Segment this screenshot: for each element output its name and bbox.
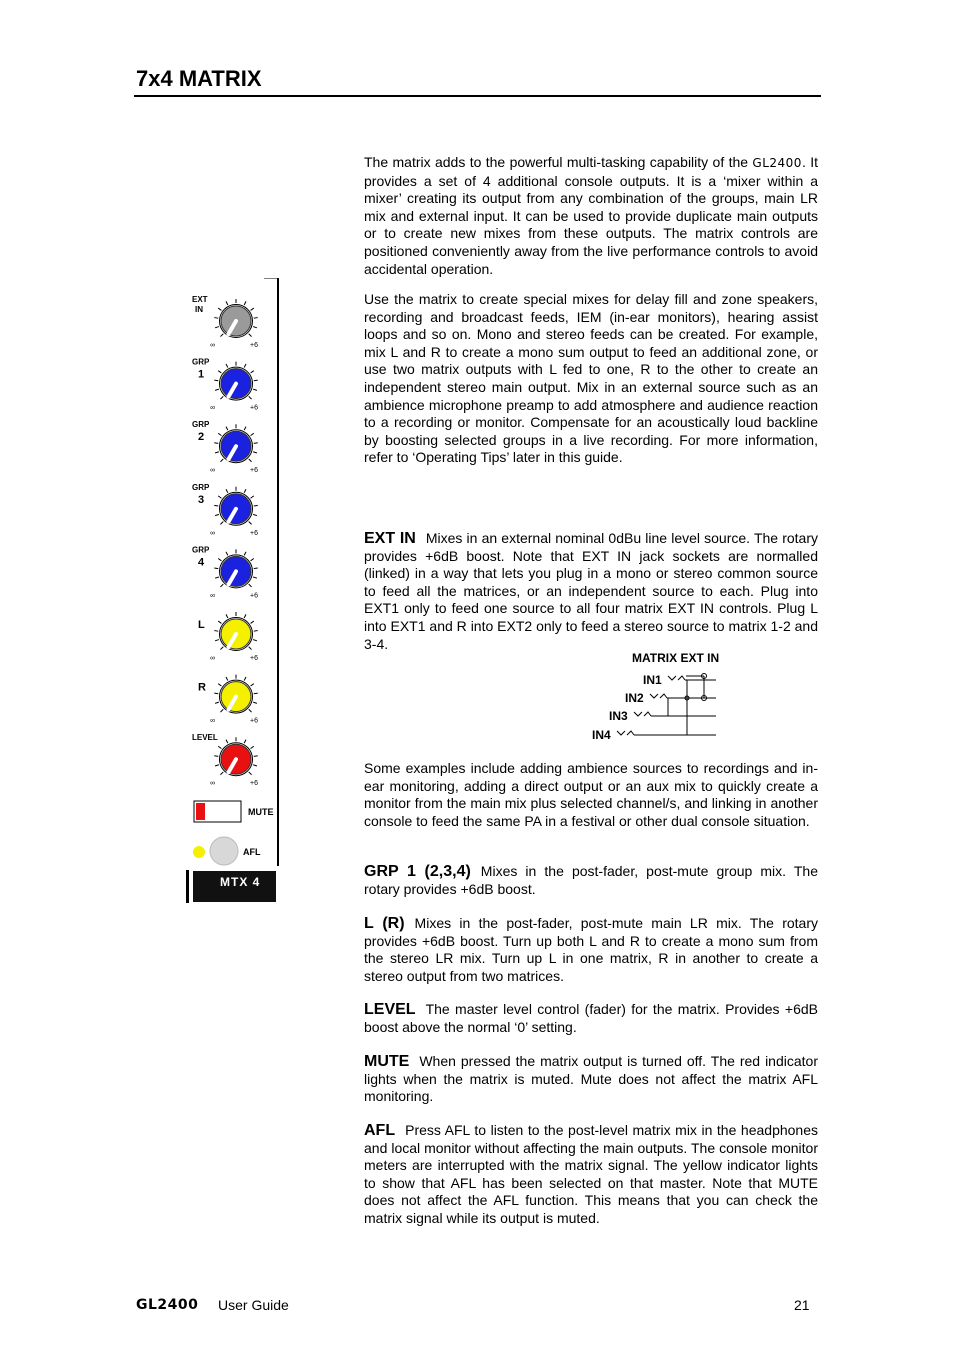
level-body: The master level control (fader) for the matrix. Provides +6dB boost above the normal ‘0’ setting. (364, 1001, 818, 1035)
scale-min-5: ∞ (210, 655, 215, 662)
mute-section (364, 1053, 818, 1106)
mute-led (196, 803, 205, 820)
knob-label-top-7: LEVEL (192, 733, 218, 743)
level-section (364, 1001, 818, 1036)
grp-body: Mixes in the post-fader, post-mute group mix. The rotary provides +6dB boost. (364, 863, 818, 897)
lr-body: Mixes in the post-fader, post-mute main LR mix. The rotary provides +6dB boost. Turn up both L and R to create a mono sum from the stereo LR mix. Turn up L in one matrix, R in another to create a stereo output from two matrices. (364, 915, 819, 984)
page-title: 7x4 MATRIX (136, 66, 262, 91)
afl-body: Press AFL to listen to the post-level matrix mix in the headphones and local monitor without affecting the main outputs. The console monitor meters are interrupted with the matrix signal. The yellow indicator lights to show that AFL has been selected on that master. Note that MUTE does not affect the AFL function. This means that you can check the matrix signal while its output is muted. (364, 1122, 818, 1226)
mute-heading: MUTE (364, 1053, 410, 1070)
rotary-knob-2[interactable] (214, 424, 257, 463)
scale-min-3: ∞ (210, 529, 215, 537)
rotary-knob-3[interactable] (214, 487, 257, 526)
knob-label-top-4: GRP (192, 545, 210, 555)
strip-name-label: MTX 4 (220, 875, 261, 889)
afl-label: AFL (243, 847, 261, 857)
knob-label-top-3: GRP (192, 482, 210, 492)
afl-button[interactable] (210, 837, 238, 865)
intro-paragraph-1 (364, 154, 818, 278)
knob-label-top-1: GRP (192, 357, 210, 367)
mute-label: MUTE (248, 807, 274, 817)
intro-text-a: The matrix adds to the powerful multi-tasking capability of the (364, 154, 749, 170)
scale-min-1: ∞ (210, 404, 215, 412)
knob-label-bottom-1: 1 (198, 368, 205, 381)
scale-max-1: +6 (250, 404, 258, 412)
scale-max-6: +6 (250, 717, 258, 725)
scale-max-3: +6 (250, 529, 258, 537)
diagram-in1-label: IN1 (643, 673, 662, 687)
intro-paragraph-2: Use the matrix to create special mixes for delay fill and zone speakers, recording and broadcast feeds, IEM (in-ear monitors), hearing assist loops and so on. Mono and stereo feeds can be created. For example, mix L and R to create a mono sum output to feed an additional zone, or use two matrix outputs with L fed to one, R to the other to create an independent stereo main output. Mix in an external source such as an ambience microphone preamp to add atmosphere and audience reaction to a recording or monitor. Compensate for an acoustically loud backline by boosting selected groups in a live recording. For more information, refer to ‘Operating Tips’ later in this guide. (364, 291, 818, 466)
ext-in-heading: EXT IN (364, 530, 416, 547)
page-number: 21 (794, 1297, 810, 1313)
grp-section (364, 863, 818, 898)
scale-max-2: +6 (250, 467, 258, 475)
knob-label-bottom-4: 4 (198, 556, 205, 569)
knob-label-top-0: EXT (192, 295, 208, 304)
diagram-title: MATRIX EXT IN (632, 651, 720, 665)
scale-min-7: ∞ (210, 780, 215, 788)
rotary-knob-1[interactable] (214, 362, 257, 401)
scale-min-2: ∞ (210, 467, 215, 475)
afl-section (364, 1122, 818, 1228)
knob-label-bottom-6: R (198, 681, 206, 694)
rotary-knob-4[interactable] (214, 549, 257, 588)
matrix-ext-in-diagram (588, 646, 728, 746)
level-heading: LEVEL (364, 1001, 416, 1018)
scale-min-0: ∞ (210, 342, 215, 349)
scale-max-4: +6 (250, 592, 258, 600)
knob-label-bottom-5: L (198, 619, 205, 631)
footer-product-logo: GL2400 (136, 1297, 199, 1313)
diagram-in4-label: IN4 (592, 728, 611, 742)
footer-label: User Guide (218, 1297, 289, 1313)
knob-label-top-2: GRP (192, 420, 210, 430)
scale-max-5: +6 (250, 655, 258, 662)
intro-text-b: . It provides a set of 4 additional console outputs. It is a ‘mixer within a mixer’ creating its output from any combination of the groups, main LR mix and external input. It can be used to provide duplicate main outputs or to create new mixes from these outputs. The matrix controls are positioned conveniently away from the live performance controls to avoid accidental operation. (364, 154, 818, 277)
lr-heading: L (R) (364, 915, 405, 932)
afl-heading: AFL (364, 1122, 396, 1139)
rotary-knob-5[interactable] (214, 612, 257, 651)
scale-max-0: +6 (250, 342, 258, 349)
knob-label-bottom-0: IN (195, 305, 203, 314)
examples-paragraph: Some examples include adding ambience sources to recordings and in-ear monitoring, adding a direct output or an aux mix to quickly create a monitor from the main mix plus selected channel/s, and linking in another console to feed the same PA in a festival or other dual console situation. (364, 760, 818, 829)
matrix-channel-strip (186, 278, 280, 904)
title-rule (134, 95, 821, 97)
scale-min-6: ∞ (210, 717, 215, 725)
ext-in-section (364, 530, 818, 653)
mute-body: When pressed the matrix output is turned off. The red indicator lights when the matrix is muted. Mute does not affect the matrix AFL monitoring. (364, 1053, 818, 1105)
knob-label-bottom-3: 3 (198, 493, 205, 506)
diagram-in3-label: IN3 (609, 709, 628, 723)
knob-label-bottom-2: 2 (198, 431, 205, 444)
scale-max-7: +6 (250, 780, 258, 788)
grp-heading: GRP 1 (2,3,4) (364, 863, 471, 880)
rotary-knob-0[interactable] (214, 299, 257, 338)
product-logo-inline: GL2400 (752, 156, 802, 170)
afl-led (193, 846, 205, 858)
rotary-knob-6[interactable] (214, 675, 257, 714)
scale-min-4: ∞ (210, 592, 215, 600)
lr-section (364, 915, 818, 985)
ext-in-body: Mixes in an external nominal 0dBu line level source. The rotary provides +6dB boost. Note that EXT IN jack sockets are normalled (linked) in a way that lets you plug in a mono or stereo common source to feed all the matrices, or an independent source to each. Plug into EXT1 only to feed one source to all four matrix EXT IN controls. Plug L into EXT1 and R into EXT2 only to feed a stereo source to matrix 1-2 and 3-4. (364, 530, 819, 652)
diagram-in2-label: IN2 (625, 691, 644, 705)
rotary-knob-7[interactable] (214, 737, 257, 776)
